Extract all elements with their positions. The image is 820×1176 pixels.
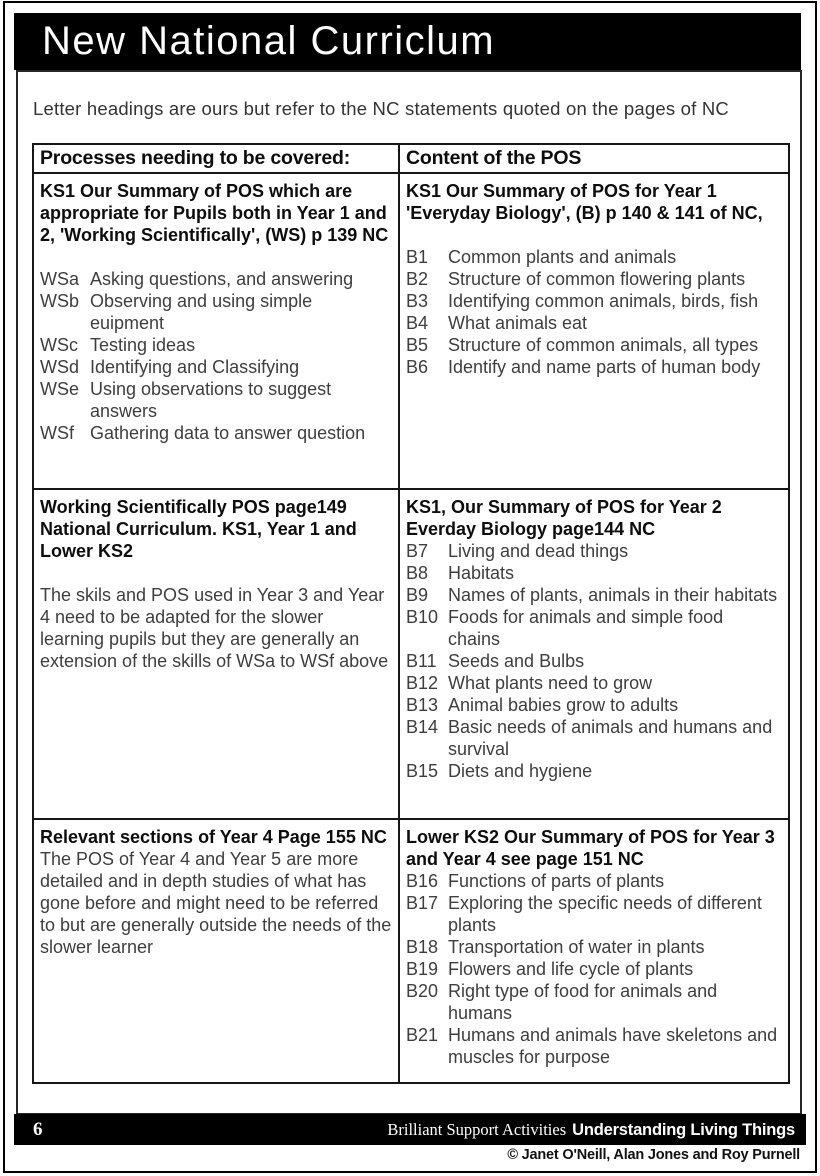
row1-left-cell — [34, 174, 400, 488]
item-code: B20 — [406, 981, 439, 1001]
item-code: WSd — [40, 357, 80, 377]
item-text: Structure of common animals, all types — [448, 335, 759, 355]
row2-left-cell — [34, 490, 400, 818]
item-text: Habitats — [448, 563, 515, 583]
footer-title-group — [387, 1120, 795, 1140]
list-item — [406, 268, 782, 290]
item-code: WSf — [40, 423, 74, 443]
page-number: 6 — [33, 1118, 43, 1140]
table-row — [34, 488, 788, 818]
header-content-label: Content of the POS — [406, 147, 582, 169]
item-text: Basic needs of animals and humans and survival — [448, 717, 773, 759]
header-processes-label: Processes needing to be covered: — [40, 147, 351, 169]
book-title: Understanding Living Things — [572, 1120, 795, 1139]
item-text: Structure of common flowering plants — [448, 269, 746, 289]
list-item — [406, 672, 782, 694]
list-item — [40, 334, 398, 356]
row1-right-cell — [400, 174, 788, 488]
list-item — [406, 694, 782, 716]
item-code: B6 — [406, 357, 429, 377]
item-code: B11 — [406, 651, 437, 671]
item-code: WSc — [40, 335, 78, 355]
list-item — [40, 422, 398, 444]
item-code: WSe — [40, 379, 80, 399]
item-code: WSb — [40, 291, 80, 311]
page-subtitle: Letter headings are ours but refer to the NC statements quoted on the pages of NC — [33, 98, 729, 119]
item-text: Animal babies grow to adults — [448, 695, 679, 715]
item-text: Functions of parts of plants — [448, 871, 665, 891]
item-code: B7 — [406, 541, 429, 561]
item-text: Identify and name parts of human body — [448, 357, 761, 377]
list-item — [406, 980, 782, 1024]
item-code: B3 — [406, 291, 429, 311]
item-text: Observing and using simple euipment — [90, 291, 313, 333]
item-code: B1 — [406, 247, 429, 267]
item-text: Exploring the specific needs of different plants — [448, 893, 762, 935]
list-item — [40, 268, 398, 290]
list-item — [406, 606, 782, 650]
item-code: B12 — [406, 673, 439, 693]
spacer — [40, 562, 398, 584]
spacer — [406, 224, 782, 246]
item-code: B14 — [406, 717, 439, 737]
item-text: Identifying common animals, birds, fish — [448, 291, 759, 311]
item-code: B8 — [406, 563, 429, 583]
cell-heading: KS1 Our Summary of POS for Year 1 'Everyday Biology', (B) p 140 & 141 of NC, — [406, 181, 763, 223]
header-cell-processes — [34, 145, 400, 172]
table-header-row — [34, 145, 788, 172]
item-code: B19 — [406, 959, 439, 979]
item-code: B9 — [406, 585, 429, 605]
item-text: Identifying and Classifying — [90, 357, 300, 377]
list-item — [406, 540, 782, 562]
item-text: Seeds and Bulbs — [448, 651, 585, 671]
list-item — [406, 716, 782, 760]
cell-paragraph: The POS of Year 4 and Year 5 are more detailed and in depth studies of what has gone before and might need to be referred to but are generally outside the needs of the slower learner — [40, 849, 392, 957]
list-item — [406, 584, 782, 606]
item-text: Foods for animals and simple food chains — [448, 607, 724, 649]
item-code: B18 — [406, 937, 439, 957]
row3-right-cell — [400, 820, 788, 1082]
item-text: What plants need to grow — [448, 673, 653, 693]
item-code: B4 — [406, 313, 429, 333]
list-item — [406, 562, 782, 584]
item-code: B15 — [406, 761, 439, 781]
list-item — [406, 760, 782, 782]
item-text: Asking questions, and answering — [90, 269, 354, 289]
item-text: Right type of food for animals and humans — [448, 981, 718, 1023]
list-item — [406, 356, 782, 378]
item-text: Common plants and animals — [448, 247, 677, 267]
list-item — [406, 650, 782, 672]
page-title: New National Curriclum — [42, 19, 496, 63]
list-item — [406, 870, 782, 892]
item-code: WSa — [40, 269, 80, 289]
cell-heading: Relevant sections of Year 4 Page 155 NC — [40, 827, 387, 847]
item-code: B16 — [406, 871, 439, 891]
list-item — [40, 378, 398, 422]
item-code: B21 — [406, 1025, 439, 1045]
item-text: Transportation of water in plants — [448, 937, 705, 957]
item-text: Testing ideas — [90, 335, 196, 355]
item-text: Names of plants, animals in their habitats — [448, 585, 778, 605]
footer-bar — [14, 1114, 806, 1145]
copyright-notice: © Janet O'Neill, Alan Jones and Roy Purnell — [507, 1147, 800, 1163]
item-code: B13 — [406, 695, 439, 715]
row2-right-cell — [400, 490, 788, 818]
cell-paragraph: The skils and POS used in Year 3 and Year 4 need to be adapted for the slower learning pupils but they are generally an extension of the skills of WSa to WSf above — [40, 585, 389, 671]
item-text: Diets and hygiene — [448, 761, 593, 781]
list-item — [406, 892, 782, 936]
title-band — [14, 13, 801, 70]
item-text: Living and dead things — [448, 541, 629, 561]
list-item — [406, 1024, 782, 1068]
list-item — [406, 312, 782, 334]
list-item — [406, 958, 782, 980]
list-item — [406, 936, 782, 958]
list-item — [406, 334, 782, 356]
table-row — [34, 818, 788, 1082]
item-text: Using observations to suggest answers — [90, 379, 332, 421]
header-cell-content — [400, 145, 788, 172]
spacer — [40, 246, 398, 268]
cell-heading: KS1 Our Summary of POS which are appropriate for Pupils both in Year 1 and 2, 'Working Scientifically', (WS) p 139 NC — [40, 181, 389, 245]
item-text: What animals eat — [448, 313, 588, 333]
list-item — [40, 356, 398, 378]
item-text: Humans and animals have skeletons and muscles for purpose — [448, 1025, 778, 1067]
curriculum-table — [32, 143, 790, 1084]
item-code: B10 — [406, 607, 439, 627]
cell-heading: Working Scientifically POS page149 National Curriculum. KS1, Year 1 and Lower KS2 — [40, 497, 357, 561]
item-code: B2 — [406, 269, 429, 289]
cell-heading: KS1, Our Summary of POS for Year 2 Everday Biology page144 NC — [406, 497, 722, 539]
item-text: Gathering data to answer question — [90, 423, 366, 443]
cell-heading: Lower KS2 Our Summary of POS for Year 3 and Year 4 see page 151 NC — [406, 827, 775, 869]
item-text: Flowers and life cycle of plants — [448, 959, 694, 979]
row3-left-cell — [34, 820, 400, 1082]
series-title: Brilliant Support Activities — [387, 1119, 567, 1139]
list-item — [406, 246, 782, 268]
table-row — [34, 172, 788, 488]
item-code: B17 — [406, 893, 439, 913]
list-item — [40, 290, 398, 334]
item-code: B5 — [406, 335, 429, 355]
list-item — [406, 290, 782, 312]
